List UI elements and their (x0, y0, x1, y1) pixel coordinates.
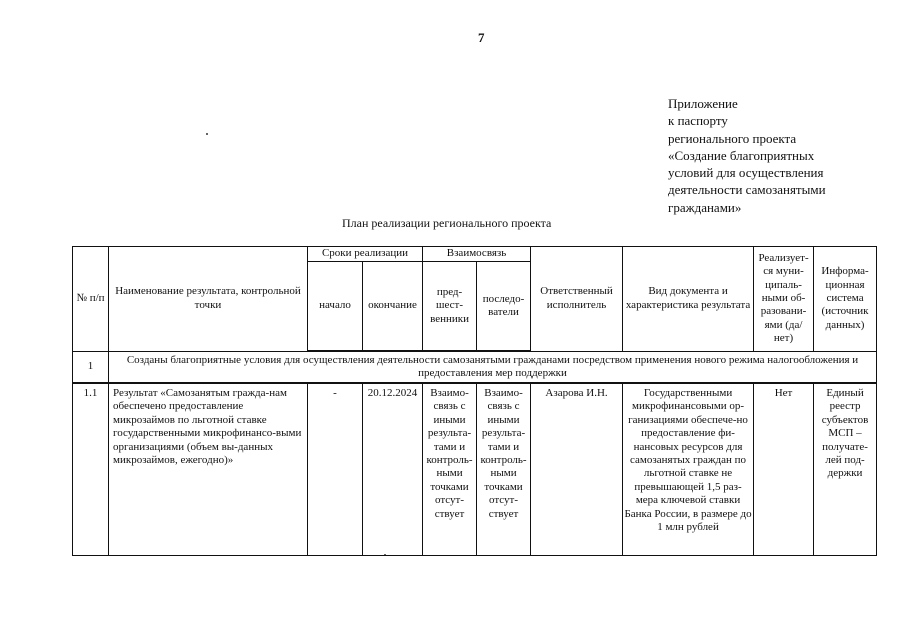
section-num: 1 (73, 351, 109, 383)
header-links-group: Взаимосвязь (423, 247, 531, 262)
header-responsible: Ответственный исполнитель (531, 247, 623, 352)
row-successors: Взаимо-связь с иными результа-тами и контроль-ными точками отсут-ствует (477, 383, 531, 556)
row-end: 20.12.2024 (363, 383, 423, 556)
header-predecessors: пред-шест-венники (423, 262, 477, 352)
appendix-line: гражданами» (668, 199, 742, 215)
row-name: Результат «Самозанятым гражда-нам обеспечено предоставление микрозаймов по льготной ставке государственными микрофинансо-выми организациями (объем вы-данных микрозаймов, ежегодно)» (109, 383, 308, 556)
row-info-system: Единый реестр субъектов МСП – получате-лей под-держки (814, 383, 877, 556)
row-responsible: Азарова И.Н. (531, 383, 623, 556)
header-end: окончание (363, 262, 423, 352)
header-num: № п/п (73, 247, 109, 352)
row-municipal: Нет (754, 383, 814, 556)
header-terms-group: Сроки реализации (308, 247, 423, 262)
row-start: - (308, 383, 363, 556)
header-successors: последо-ватели (477, 262, 531, 352)
row-num: 1.1 (73, 383, 109, 556)
header-start: начало (308, 262, 363, 352)
scan-speck (206, 133, 208, 135)
header-document: Вид документа и характеристика результата (623, 247, 754, 352)
header-municipal: Реализует-ся муни-ципаль-ными об-разовани-ями (да/нет) (754, 247, 814, 352)
appendix-line: Приложение (668, 96, 738, 111)
appendix-line: условий для осуществления (668, 165, 824, 181)
table-row (73, 383, 877, 556)
plan-table (72, 246, 877, 556)
appendix-line: деятельности самозанятыми (668, 182, 826, 198)
page-number: 7 (478, 30, 485, 45)
appendix-line: регионального проекта (668, 130, 797, 146)
header-name: Наименование результата, контрольной точки (109, 247, 308, 352)
plan-title: План реализации регионального проекта (342, 216, 552, 230)
appendix-line: «Создание благоприятных (668, 147, 815, 163)
section-title: Созданы благоприятные условия для осуществления деятельности самозанятыми гражданами посредством применения нового режима налогообложения и предоставления мер поддержки (109, 351, 877, 383)
row-document: Государственными микрофинансовыми ор-ганизациями обеспече-но предоставление фи-нансовых ресурсов для самозанятых граждан по льготной ставке не превышающей 1,5 раз-мера ключевой ставки Банка России, в размере до 1 млн рублей (623, 383, 754, 556)
header-info-system: Информа-ционная система (источник данных) (814, 247, 877, 352)
appendix-line: к паспорту (668, 113, 728, 129)
appendix-block (668, 95, 898, 216)
row-predecessors: Взаимо-связь с иными результа-тами и контроль-ными точками отсут-ствует (423, 383, 477, 556)
